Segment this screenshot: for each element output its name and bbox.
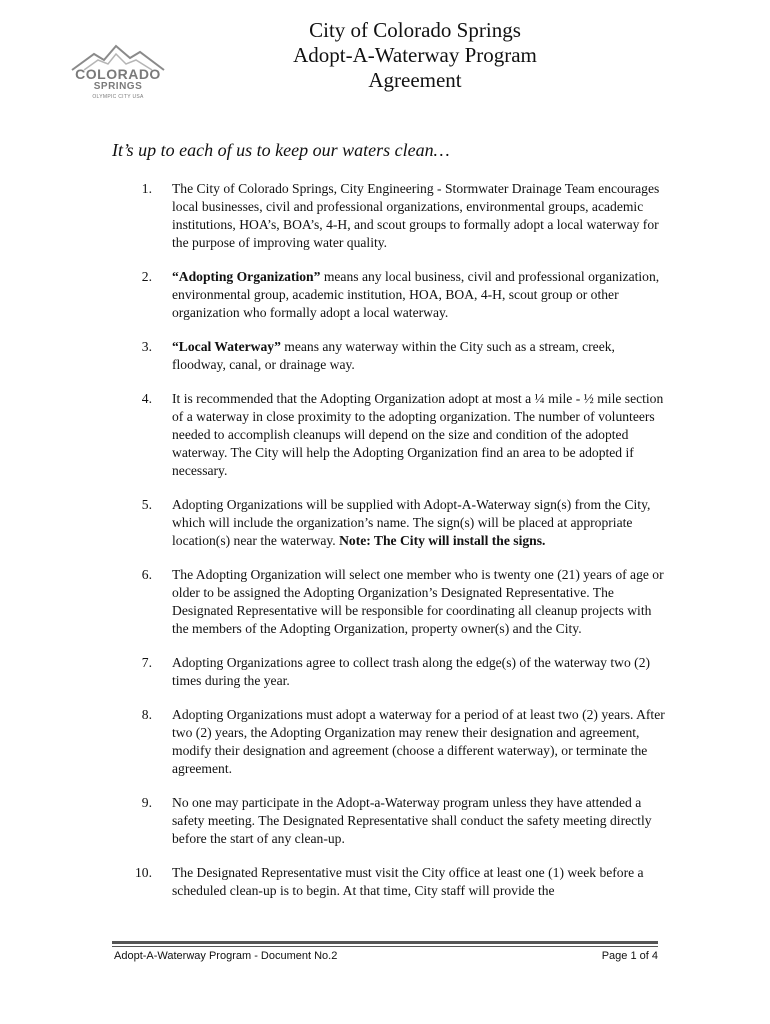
agreement-items xyxy=(100,180,670,916)
item-text: It is recommended that the Adopting Organization adopt at most a ¼ mile - ½ mile section of a waterway in close proximity to the adopting organization. The number of volunteers needed to accomplish cleanups will depend on the size and condition of the adopted waterway. The City will help the Adopting Organization find an area to be adopted if necessary. xyxy=(172,391,664,478)
list-item xyxy=(100,794,670,848)
title-line-1: City of Colorado Springs xyxy=(309,18,521,42)
list-item xyxy=(100,566,670,638)
logo-olympic-text: OLYMPIC CITY USA xyxy=(92,94,144,100)
logo-colorado-text: COLORADO xyxy=(75,66,161,82)
list-item xyxy=(100,864,670,900)
footer-document-label: Adopt-A-Waterway Program - Document No.2 xyxy=(114,950,338,962)
item-number: 6. xyxy=(141,567,152,582)
item-text: No one may participate in the Adopt-a-Waterway program unless they have attended a safety meeting. The Designated Representative shall conduct the safety meeting directly before the start of any clean-up. xyxy=(172,795,652,846)
list-item xyxy=(100,268,670,322)
item-number: 10. xyxy=(135,865,152,880)
item-text: The Adopting Organization will select one member who is twenty one (21) years of age or older to be assigned the Adopting Organization’s Designated Representative. The Designated Representative will be responsible for coordinating all cleanup projects with the members of the Adopting Organization, property owner(s) and the City. xyxy=(172,567,664,636)
list-item xyxy=(100,654,670,690)
item-number: 2. xyxy=(141,269,152,284)
city-logo xyxy=(64,40,174,110)
list-item xyxy=(100,180,670,252)
list-item xyxy=(100,496,670,550)
item-number: 7. xyxy=(141,655,152,670)
item-text: “Local Waterway” means any waterway within the City such as a stream, creek, floodway, canal, or drainage way. xyxy=(172,339,615,372)
item-text: Adopting Organizations will be supplied with Adopt-A-Waterway sign(s) from the City, which will include the organization’s name. The sign(s) will be placed at appropriate location(s) near the waterway. Note: The City will install the signs. xyxy=(172,497,651,548)
item-note: Note: The City will install the signs. xyxy=(339,533,546,548)
item-number: 3. xyxy=(141,339,152,354)
footer-page-number: Page 1 of 4 xyxy=(601,950,658,962)
document-title xyxy=(210,18,620,93)
item-term: “Local Waterway” xyxy=(172,339,281,354)
title-line-3: Agreement xyxy=(368,68,462,92)
footer-divider-thin xyxy=(112,946,658,947)
item-text: The Designated Representative must visit the City office at least one (1) week before a scheduled clean-up is to begin. At that time, City staff will provide the xyxy=(172,865,644,898)
item-number: 4. xyxy=(141,391,152,406)
list-item xyxy=(100,390,670,480)
list-item xyxy=(100,338,670,374)
item-text: Adopting Organizations must adopt a waterway for a period of at least two (2) years. After two (2) years, the Adopting Organization may renew their designation and agreement, modify their designation and agreement (choose a different waterway), or terminate the agreement. xyxy=(172,707,665,776)
item-term: “Adopting Organization” xyxy=(172,269,321,284)
tagline: It’s up to each of us to keep our waters clean… xyxy=(112,140,450,160)
item-number: 5. xyxy=(141,497,152,512)
list-item xyxy=(100,706,670,778)
logo-springs-text: SPRINGS xyxy=(93,81,143,92)
item-number: 8. xyxy=(141,707,152,722)
item-text: Adopting Organizations agree to collect trash along the edge(s) of the waterway two (2) times during the year. xyxy=(172,655,651,688)
title-line-2: Adopt-A-Waterway Program xyxy=(293,43,537,67)
item-number: 1. xyxy=(141,181,152,196)
item-text: The City of Colorado Springs, City Engineering - Stormwater Drainage Team encourages local businesses, civil and professional organizations, environmental groups, academic institutions, HOA’s, BOA’s, 4-H, and scout groups to formally adopt a local waterway for the purpose of improving water quality. xyxy=(172,181,660,250)
item-text: “Adopting Organization” means any local business, civil and professional organization, environmental group, academic institution, HOA, BOA, 4-H, scout group or other organization who formally adopt a local waterway. xyxy=(172,269,660,320)
item-number: 9. xyxy=(141,795,152,810)
footer-divider-thick xyxy=(112,941,658,944)
